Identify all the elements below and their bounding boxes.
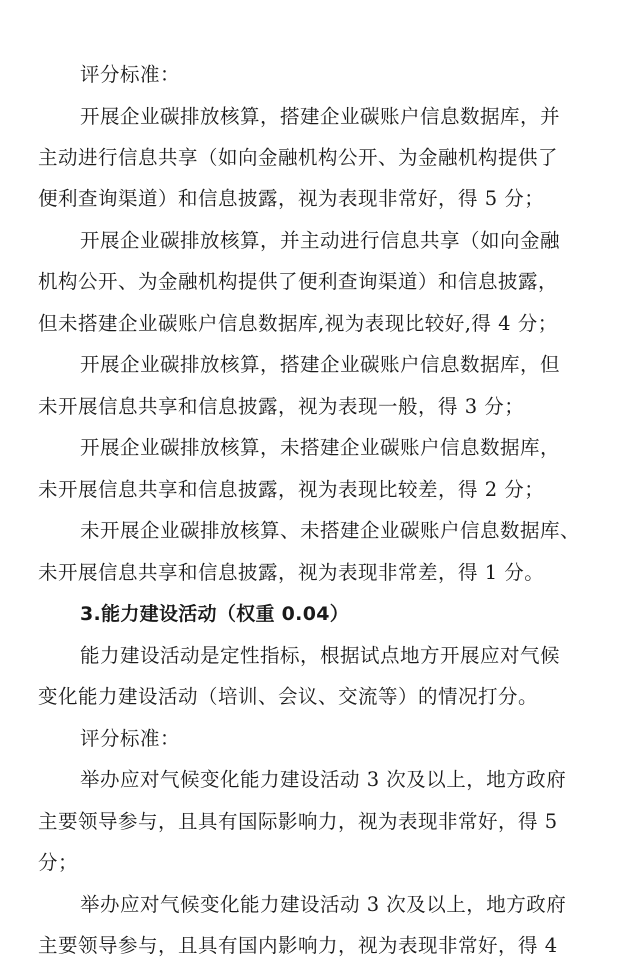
paragraph-line: 开展企业碳排放核算，未搭建企业碳账户信息数据库， [80,436,561,459]
paragraph-line: 未开展信息共享和信息披露，视为表现比较差，得 2 分； [38,478,545,501]
paragraph-line: 机构公开、为金融机构提供了便利查询渠道）和信息披露， [38,270,559,293]
paragraph-line: 开展企业碳排放核算，搭建企业碳账户信息数据库，并 [80,105,561,128]
paragraph-line: 未开展信息共享和信息披露，视为表现一般，得 3 分； [38,395,525,418]
paragraph-line: 便利查询渠道）和信息披露，视为表现非常好，得 5 分； [38,187,545,210]
scoring-criteria-label: 评分标准： [80,63,181,86]
paragraph-line: 能力建设活动是定性指标，根据试点地方开展应对气候 [80,644,561,667]
paragraph-line: 开展企业碳排放核算，搭建企业碳账户信息数据库，但 [80,353,561,376]
paragraph-line: 但未搭建企业碳账户信息数据库,视为表现比较好,得 4 分； [38,312,558,335]
paragraph-line: 举办应对气候变化能力建设活动 3 次及以上，地方政府 [80,768,567,791]
paragraph-line: 主要领导参与，且具有国内影响力，视为表现非常好，得 4 [38,934,558,957]
paragraph-line: 主要领导参与，且具有国际影响力，视为表现非常好，得 5 [38,810,558,833]
paragraph-line: 主动进行信息共享（如向金融机构公开、为金融机构提供了 [38,146,559,169]
paragraph-line: 未开展信息共享和信息披露，视为表现非常差，得 1 分。 [38,561,545,584]
paragraph-line: 未开展企业碳排放核算、未搭建企业碳账户信息数据库、 [80,519,581,542]
paragraph-line: 分； [38,851,79,874]
paragraph-line: 开展企业碳排放核算，并主动进行信息共享（如向金融 [80,229,561,252]
scoring-criteria-label: 评分标准： [80,727,181,750]
paragraph-line: 变化能力建设活动（培训、会议、交流等）的情况打分。 [38,685,539,708]
section-heading: 3.能力建设活动（权重 0.04） [80,603,350,625]
paragraph-line: 举办应对气候变化能力建设活动 3 次及以上，地方政府 [80,893,567,916]
